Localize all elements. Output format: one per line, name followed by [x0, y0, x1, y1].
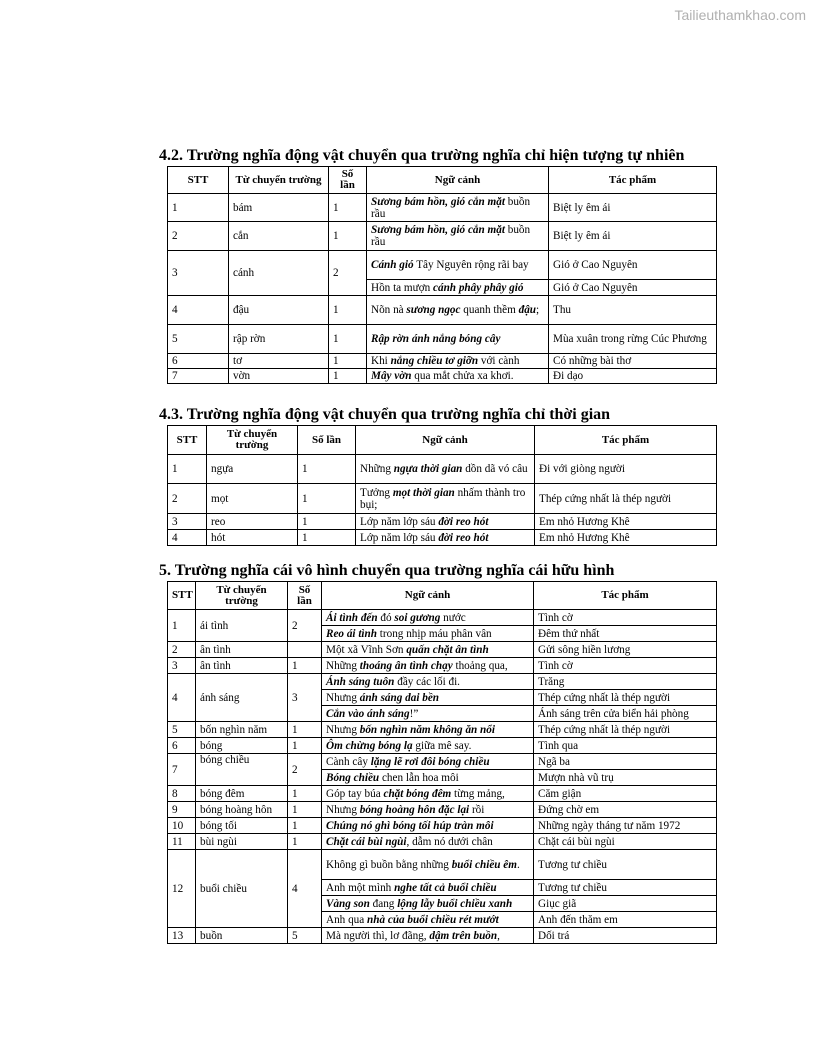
cell-word: bóng đêm	[196, 786, 288, 802]
cell-context: Tưởng mọt thời gian nhấm thành tro bụi;	[356, 484, 535, 514]
cell-work: Anh đến thăm em	[534, 912, 717, 928]
cell-word: buổi chiều	[196, 850, 288, 928]
cell-context: Cành cây lặng lẽ rơi đôi bóng chiều	[322, 754, 534, 770]
cell-word: ân tình	[196, 642, 288, 658]
cell-work: Thép cứng nhất là thép người	[534, 722, 717, 738]
table-row	[168, 484, 717, 514]
cell-count: 1	[329, 194, 367, 222]
table-row	[168, 354, 717, 369]
cell-word: rập rờn	[229, 325, 329, 354]
cell-word: bốn nghìn năm	[196, 722, 288, 738]
cell-stt: 9	[168, 802, 196, 818]
cell-count: 1	[288, 738, 322, 754]
cell-context: Mà người thì, lơ đãng, dậm trên buồn,	[322, 928, 534, 944]
table-row	[168, 786, 717, 802]
header-word: Từ chuyển trường	[207, 426, 298, 455]
header-count: Số lần	[288, 582, 322, 610]
header-context: Ngữ cảnh	[356, 426, 535, 455]
cell-work: Đi dạo	[549, 369, 717, 384]
cell-work: Có những bài thơ	[549, 354, 717, 369]
cell-count: 1	[329, 222, 367, 251]
table-4-2	[167, 166, 717, 384]
cell-stt: 1	[168, 610, 196, 642]
table-row	[168, 738, 717, 754]
table-row	[168, 251, 717, 280]
header-work: Tác phẩm	[535, 426, 717, 455]
cell-stt: 6	[168, 738, 196, 754]
cell-work: Đi với giòng người	[535, 455, 717, 484]
cell-word: bùi ngùi	[196, 834, 288, 850]
cell-context: Chặt cái bùi ngùi, dẫm nó dưới chân	[322, 834, 534, 850]
cell-stt: 5	[168, 722, 196, 738]
cell-work: Đêm thứ nhất	[534, 626, 717, 642]
section-4-2-heading: 4.2. Trường nghĩa động vật chuyển qua trường nghĩa chỉ hiện tượng tự nhiên	[159, 147, 685, 164]
table-header	[168, 167, 717, 194]
cell-context: Rập rờn ánh nắng bóng cây	[367, 325, 549, 354]
cell-word: ái tình	[196, 610, 288, 642]
cell-context: Hồn ta mượn cánh phây phây gió	[367, 280, 549, 296]
cell-work: Giục giã	[534, 896, 717, 912]
cell-word: bóng tối	[196, 818, 288, 834]
cell-word: tơ	[229, 354, 329, 369]
cell-work: Tình cờ	[534, 658, 717, 674]
cell-stt: 12	[168, 850, 196, 928]
cell-word: ánh sáng	[196, 674, 288, 722]
cell-context: Khi nắng chiều tơ giỡn với cành	[367, 354, 549, 369]
cell-work: Những ngày tháng tư năm 1972	[534, 818, 717, 834]
cell-word: mọt	[207, 484, 298, 514]
cell-count: 1	[298, 530, 356, 546]
cell-count: 1	[329, 296, 367, 325]
cell-word: bám	[229, 194, 329, 222]
cell-context: Nhưng bốn nghìn năm không ăn nổi	[322, 722, 534, 738]
section-5-heading: 5. Trường nghĩa cái vô hình chuyển qua trường nghĩa cái hữu hình	[159, 562, 615, 579]
cell-stt: 7	[168, 369, 229, 384]
header-work: Tác phẩm	[534, 582, 717, 610]
cell-context: Cắn vào ánh sáng!”	[322, 706, 534, 722]
cell-context: Cánh gió Tây Nguyên rộng rãi bay	[367, 251, 549, 280]
cell-context: Những thoáng ân tình chạy thoảng qua,	[322, 658, 534, 674]
table-row	[168, 754, 717, 770]
cell-count: 1	[288, 834, 322, 850]
table-row	[168, 455, 717, 484]
cell-stt: 1	[168, 455, 207, 484]
cell-work: Trăng	[534, 674, 717, 690]
header-stt: STT	[168, 426, 207, 455]
table-row	[168, 658, 717, 674]
cell-stt: 3	[168, 251, 229, 296]
table-header	[168, 426, 717, 455]
cell-count: 1	[288, 658, 322, 674]
cell-count: 3	[288, 674, 322, 722]
cell-context: Reo ái tình trong nhịp máu phân vân	[322, 626, 534, 642]
cell-context: Anh qua nhà của buổi chiều rét mướt	[322, 912, 534, 928]
cell-context: Ôm chừng bóng lạ giữa mê say.	[322, 738, 534, 754]
cell-context: Chúng nó ghì bóng tối húp tràn môi	[322, 818, 534, 834]
cell-context: Anh một mình nghe tất cả buổi chiều	[322, 880, 534, 896]
cell-count: 2	[288, 754, 322, 786]
cell-stt: 3	[168, 658, 196, 674]
cell-word: vờn	[229, 369, 329, 384]
cell-context: Những ngựa thời gian dồn dã vó câu	[356, 455, 535, 484]
cell-stt: 5	[168, 325, 229, 354]
cell-count: 1	[298, 484, 356, 514]
cell-word: ân tình	[196, 658, 288, 674]
cell-word: ngựa	[207, 455, 298, 484]
cell-context: Sương bám hồn, gió cắn mặt buồn rầu	[367, 222, 549, 251]
header-context: Ngữ cảnh	[367, 167, 549, 194]
table-row	[168, 642, 717, 658]
cell-stt: 8	[168, 786, 196, 802]
cell-work: Em nhỏ Hương Khê	[535, 530, 717, 546]
cell-work: Tình qua	[534, 738, 717, 754]
watermark: Tailieuthamkhao.com	[674, 7, 806, 23]
cell-word: hót	[207, 530, 298, 546]
table-row	[168, 834, 717, 850]
cell-word: bóng chiều	[196, 754, 288, 786]
table-header	[168, 582, 717, 610]
cell-count: 1	[288, 818, 322, 834]
cell-work: Thép cứng nhất là thép người	[534, 690, 717, 706]
header-count: Số lần	[329, 167, 367, 194]
cell-count: 1	[298, 455, 356, 484]
table-row	[168, 850, 717, 880]
table-row	[168, 530, 717, 546]
cell-context: Sương bám hồn, gió cắn mặt buồn rầu	[367, 194, 549, 222]
cell-context: Không gì buồn bằng những buổi chiều êm.	[322, 850, 534, 880]
cell-work: Thép cứng nhất là thép người	[535, 484, 717, 514]
cell-stt: 11	[168, 834, 196, 850]
table-row	[168, 610, 717, 626]
cell-stt: 4	[168, 530, 207, 546]
header-work: Tác phẩm	[549, 167, 717, 194]
cell-context: Vàng son đang lộng lẫy buổi chiều xanh	[322, 896, 534, 912]
cell-work: Ánh sáng trên cửa biển hải phòng	[534, 706, 717, 722]
table-row	[168, 928, 717, 944]
cell-stt: 1	[168, 194, 229, 222]
cell-context: Nõn nà sương ngọc quanh thềm đậu;	[367, 296, 549, 325]
table-row	[168, 802, 717, 818]
cell-work: Tương tư chiều	[534, 850, 717, 880]
cell-stt: 4	[168, 674, 196, 722]
cell-context: Ái tình đến đó soi gương nước	[322, 610, 534, 626]
cell-work: Gió ở Cao Nguyên	[549, 280, 717, 296]
cell-word: cánh	[229, 251, 329, 296]
cell-work: Gió ở Cao Nguyên	[549, 251, 717, 280]
cell-stt: 2	[168, 484, 207, 514]
table-row	[168, 325, 717, 354]
cell-word: cắn	[229, 222, 329, 251]
cell-stt: 4	[168, 296, 229, 325]
cell-work: Đứng chờ em	[534, 802, 717, 818]
cell-word: đậu	[229, 296, 329, 325]
cell-context: Nhưng ánh sáng dai bền	[322, 690, 534, 706]
header-count: Số lần	[298, 426, 356, 455]
cell-word: reo	[207, 514, 298, 530]
table-row	[168, 296, 717, 325]
cell-count: 2	[329, 251, 367, 296]
cell-word: bóng	[196, 738, 288, 754]
cell-work: Biệt ly êm ái	[549, 222, 717, 251]
table-row	[168, 222, 717, 251]
cell-work: Ngã ba	[534, 754, 717, 770]
cell-count: 1	[288, 722, 322, 738]
cell-work: Biệt ly êm ái	[549, 194, 717, 222]
cell-stt: 10	[168, 818, 196, 834]
cell-count: 1	[329, 369, 367, 384]
table-row	[168, 369, 717, 384]
cell-work: Dối trá	[534, 928, 717, 944]
cell-work: Mùa xuân trong rừng Cúc Phương	[549, 325, 717, 354]
cell-stt: 2	[168, 222, 229, 251]
cell-context: Bóng chiều chen lẫn hoa môi	[322, 770, 534, 786]
cell-stt: 2	[168, 642, 196, 658]
cell-count	[288, 642, 322, 658]
cell-work: Chặt cái bùi ngùi	[534, 834, 717, 850]
cell-work: Em nhỏ Hương Khê	[535, 514, 717, 530]
cell-word: buồn	[196, 928, 288, 944]
table-row	[168, 194, 717, 222]
cell-count: 5	[288, 928, 322, 944]
cell-work: Tình cờ	[534, 610, 717, 626]
cell-work: Tương tư chiều	[534, 880, 717, 896]
cell-stt: 3	[168, 514, 207, 530]
section-4-3-heading: 4.3. Trường nghĩa động vật chuyển qua trường nghĩa chỉ thời gian	[159, 406, 611, 423]
cell-context: Nhưng bóng hoàng hôn đặc lại rồi	[322, 802, 534, 818]
table-row	[168, 674, 717, 690]
table-row	[168, 722, 717, 738]
header-stt: STT	[168, 582, 196, 610]
cell-work: Mượn nhà vũ trụ	[534, 770, 717, 786]
cell-count: 1	[329, 325, 367, 354]
cell-count: 1	[298, 514, 356, 530]
table-row	[168, 514, 717, 530]
header-stt: STT	[168, 167, 229, 194]
table-5	[167, 581, 717, 944]
cell-context: Ánh sáng tuôn đầy các lối đi.	[322, 674, 534, 690]
cell-count: 2	[288, 610, 322, 642]
cell-stt: 7	[168, 754, 196, 786]
cell-context: Lớp năm lớp sáu đời reo hót	[356, 530, 535, 546]
cell-context: Mây vờn qua mắt chửa xa khơi.	[367, 369, 549, 384]
cell-context: Một xã Vĩnh Sơn quấn chặt ân tình	[322, 642, 534, 658]
cell-work: Căm giận	[534, 786, 717, 802]
table-4-3	[167, 425, 717, 546]
cell-stt: 6	[168, 354, 229, 369]
cell-context: Góp tay búa chặt bóng đêm từng mảng,	[322, 786, 534, 802]
cell-count: 1	[288, 786, 322, 802]
header-word: Từ chuyển trường	[229, 167, 329, 194]
cell-work: Gửi sông hiền lương	[534, 642, 717, 658]
cell-count: 1	[288, 802, 322, 818]
cell-context: Lớp năm lớp sáu đời reo hót	[356, 514, 535, 530]
header-context: Ngữ cảnh	[322, 582, 534, 610]
cell-count: 4	[288, 850, 322, 928]
cell-count: 1	[329, 354, 367, 369]
cell-work: Thu	[549, 296, 717, 325]
header-word: Từ chuyển trường	[196, 582, 288, 610]
cell-word: bóng hoàng hôn	[196, 802, 288, 818]
table-row	[168, 818, 717, 834]
cell-stt: 13	[168, 928, 196, 944]
